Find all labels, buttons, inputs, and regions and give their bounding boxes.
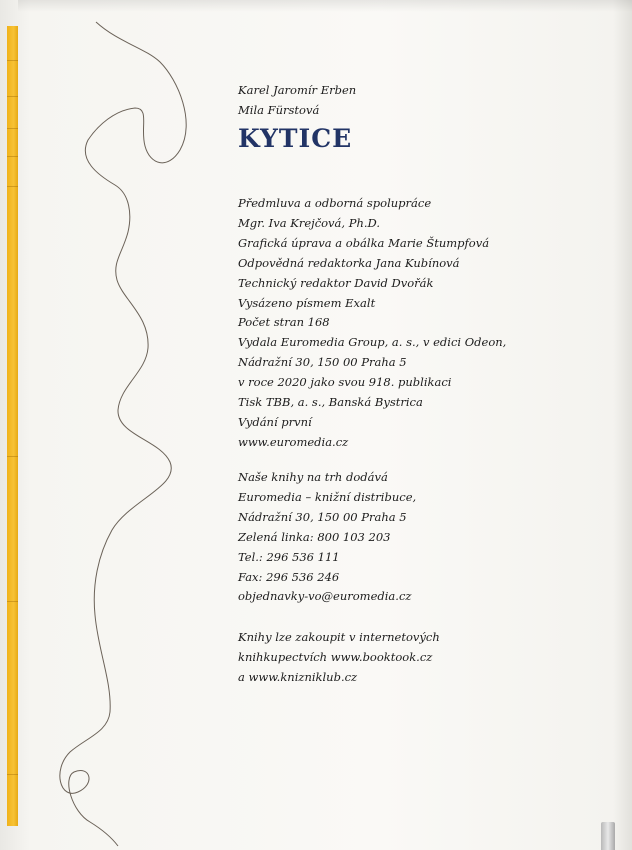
distribution-line: Fax: 296 536 246 <box>238 569 340 584</box>
purchase-line: knihkupectvích www.booktook.cz <box>238 649 433 664</box>
distribution-block <box>238 468 416 607</box>
credit-line: v roce 2020 jako svou 918. publikaci <box>238 375 452 390</box>
credits-block <box>238 194 506 453</box>
author-furstova: Mila Fürstová <box>238 103 320 117</box>
purchase-block <box>238 628 440 688</box>
book-title: KYTICE <box>238 124 353 153</box>
credit-line: Grafická úprava a obálka Marie Štumpfová <box>238 235 490 250</box>
credit-line: Technický redaktor David Dvořák <box>238 275 434 290</box>
distribution-line: Tel.: 296 536 111 <box>238 549 340 564</box>
purchase-line: a www.knizniklub.cz <box>238 669 358 684</box>
purchase-line: Knihy lze zakoupit v internetových <box>238 630 440 644</box>
distribution-line: Zelená linka: 800 103 203 <box>238 529 391 544</box>
credit-line: Odpovědná redaktorka Jana Kubínová <box>238 255 460 270</box>
credit-line: Předmluva a odborná spolupráce <box>238 196 432 210</box>
credit-line: Vydání první <box>238 414 312 429</box>
author-erben: Karel Jaromír Erben <box>238 83 357 97</box>
credit-line: Tisk TBB, a. s., Banská Bystrica <box>238 395 423 410</box>
credit-line: Vysázeno písmem Exalt <box>238 295 376 310</box>
curly-ornament-line <box>60 22 186 846</box>
distribution-line: Nádražní 30, 150 00 Praha 5 <box>238 509 407 524</box>
distribution-line: Euromedia – knižní distribuce, <box>238 489 417 504</box>
distribution-line: Naše knihy na trh dodává <box>238 470 388 484</box>
credit-line: Počet stran 168 <box>238 315 330 330</box>
distribution-email: objednavky-vo@euromedia.cz <box>238 589 412 604</box>
authors-block <box>238 80 356 120</box>
credit-line: Nádražní 30, 150 00 Praha 5 <box>238 355 407 370</box>
bookmark-ribbon <box>601 822 615 850</box>
credit-line: Vydala Euromedia Group, a. s., v edici Odeon, <box>238 335 507 350</box>
credit-line-website: www.euromedia.cz <box>238 434 349 449</box>
credit-line: Mgr. Iva Krejčová, Ph.D. <box>238 215 380 230</box>
